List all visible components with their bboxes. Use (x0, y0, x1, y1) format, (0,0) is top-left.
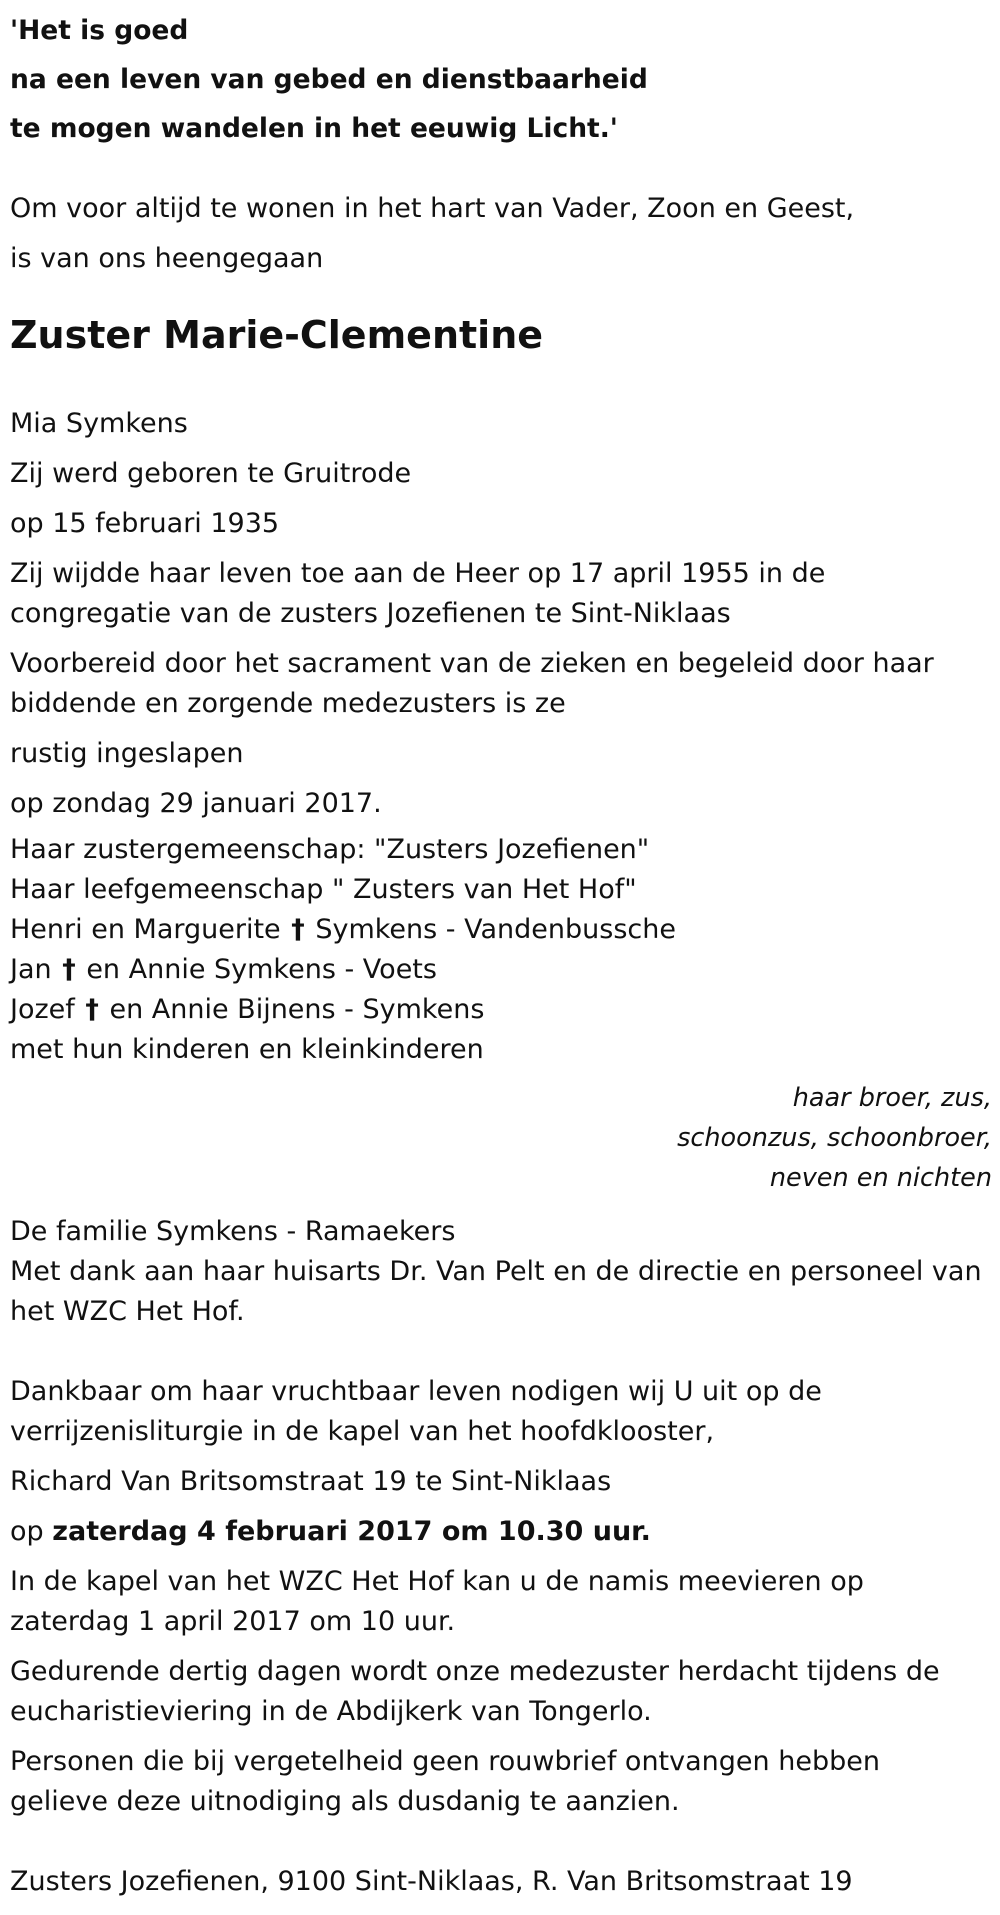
sacrament-text: Voorbereid door het sacrament van de zieken en begeleid door haar biddende en zorgende medezusters is ze (10, 648, 934, 719)
deceased-cross-icon: † (85, 994, 99, 1025)
mourners (10, 830, 676, 1070)
namis-text: In de kapel van het WZC Het Hof kan u de namis meevieren op zaterdag 1 april 2017 om 10 uur. (10, 1566, 864, 1637)
deceased-cross-icon: † (291, 914, 305, 945)
family-thanks (10, 1212, 985, 1332)
family-line-1 (10, 910, 676, 950)
family-3-before: Jozef (10, 994, 75, 1025)
family-3-after: en Annie Bijnens - Symkens (109, 994, 485, 1025)
motto-line-1: 'Het is goed (10, 15, 189, 46)
motto-line-2: na een leven van gebed en dienstbaarheid (10, 64, 648, 95)
rest-text: rustig ingeslapen (10, 738, 244, 769)
motto-quote (10, 6, 648, 153)
death-date: op zondag 29 januari 2017. (10, 788, 382, 819)
intro-line-1: Om voor altijd te wonen in het hart van Vader, Zoon en Geest, (10, 193, 855, 224)
footer-address: Zusters Jozefienen, 9100 Sint-Niklaas, R. Van Britsomstraat 19 (10, 1866, 853, 1897)
funeral-datetime-value: zaterdag 4 februari 2017 om 10.30 uur. (52, 1516, 651, 1547)
deceased-religious-name: Zuster Marie-Clementine (10, 313, 544, 357)
family-line-3 (10, 990, 676, 1030)
funeral-datetime-prefix: op (10, 1516, 44, 1547)
birth-date: op 15 februari 1935 (10, 508, 280, 539)
funeral-details (10, 1372, 985, 1832)
family-name-line: De familie Symkens - Ramaekers (10, 1216, 456, 1247)
deceased-cross-icon: † (62, 954, 76, 985)
intro-text (10, 184, 854, 284)
church-address: Richard Van Britsomstraat 19 te Sint-Niklaas (10, 1466, 612, 1497)
invitation-text: Dankbaar om haar vruchtbaar leven nodigen wij U uit op de verrijzenisliturgie in de kapel van het hoofdklooster, (10, 1376, 822, 1447)
family-2-before: Jan (10, 954, 52, 985)
family-line-2 (10, 950, 676, 990)
descendants-line: met hun kinderen en kleinkinderen (10, 1034, 484, 1065)
motto-line-3: te mogen wandelen in het eeuwig Licht.' (10, 113, 618, 144)
birth-place: Zij werd geboren te Gruitrode (10, 458, 412, 489)
vows-text: Zij wijdde haar leven toe aan de Heer op 17 april 1955 in de congregatie van de zusters Jozefienen te Sint-Niklaas (10, 558, 826, 629)
notice-text: Personen die bij vergetelheid geen rouwbrief ontvangen hebben gelieve deze uitnodiging als dusdanig te aanzien. (10, 1746, 880, 1817)
relation-signature: haar broer, zus, schoonzus, schoonbroer, neven en nichten (677, 1082, 992, 1193)
intro-line-2: is van ons heengegaan (10, 243, 324, 274)
family-1-before: Henri en Marguerite (10, 914, 281, 945)
family-2-after: en Annie Symkens - Voets (86, 954, 437, 985)
deceased-civil-name: Mia Symkens (10, 408, 188, 439)
community-line: Haar zustergemeenschap: "Zusters Jozefienen" (10, 834, 650, 865)
commemoration-text: Gedurende dertig dagen wordt onze medezuster herdacht tijdens de eucharistieviering in de Abdijkerk van Tongerlo. (10, 1656, 940, 1727)
thanks-text: Met dank aan haar huisarts Dr. Van Pelt en de directie en personeel van het WZC Het Hof. (10, 1256, 982, 1327)
funeral-datetime (10, 1512, 985, 1552)
biography (10, 404, 985, 834)
family-1-after: Symkens - Vandenbussche (315, 914, 676, 945)
living-community-line: Haar leefgemeenschap " Zusters van Het Hof" (10, 874, 637, 905)
